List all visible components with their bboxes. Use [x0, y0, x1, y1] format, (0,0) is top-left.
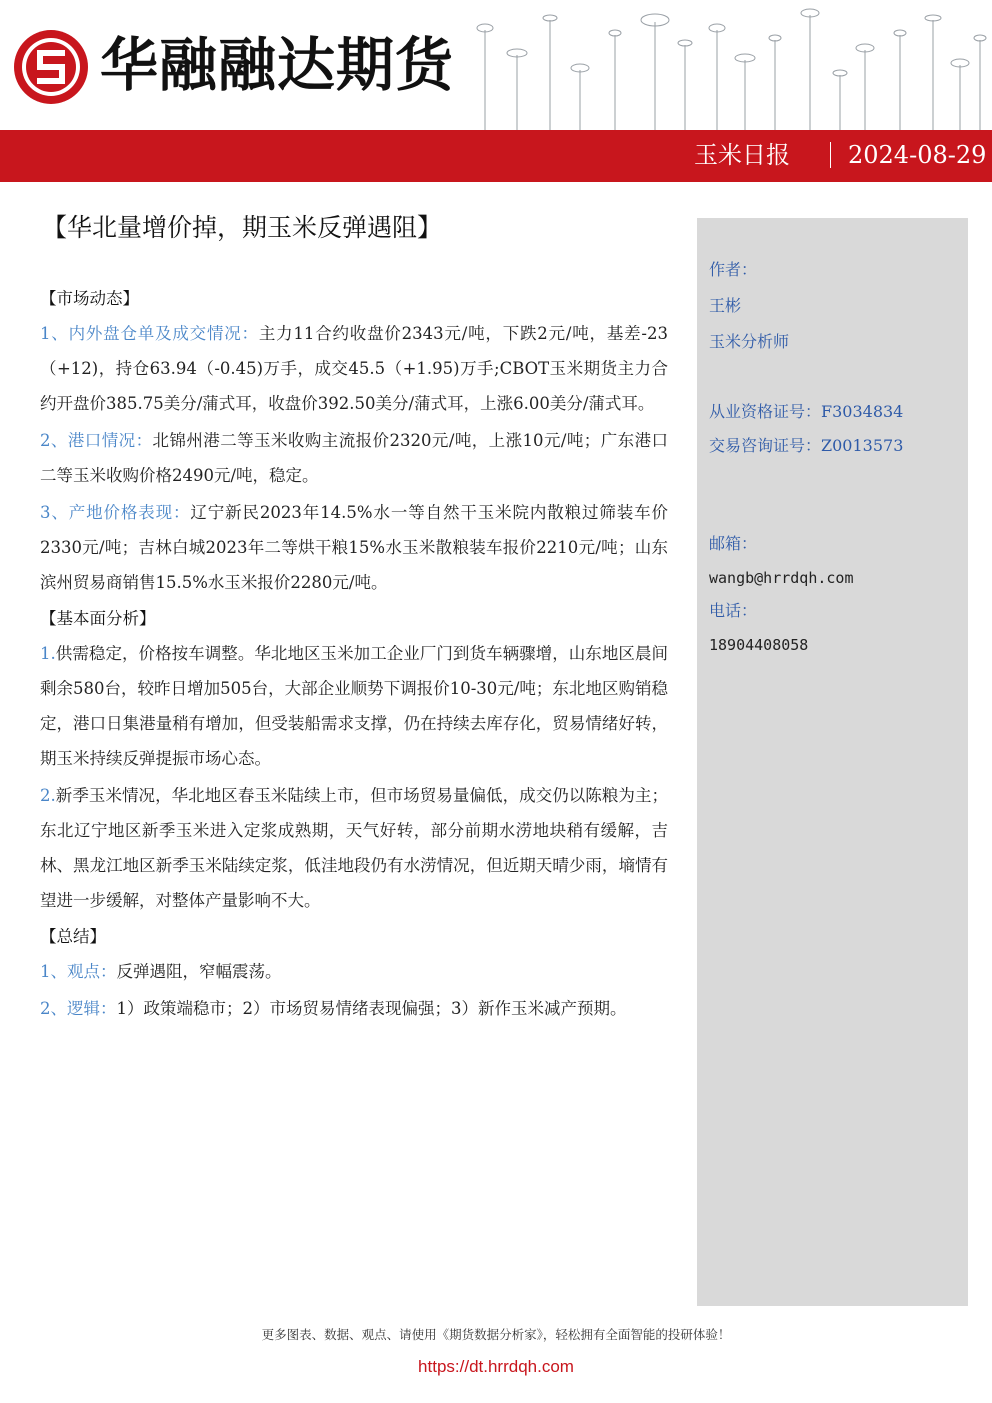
email-address[interactable]: wangb@hrrdqh.com	[709, 569, 854, 587]
market-item-2-label: 2、港口情况：	[40, 431, 153, 450]
footer-link[interactable]: https://dt.hrrdqh.com	[418, 1357, 574, 1376]
market-item-2	[40, 423, 668, 493]
phone-label: 电话：	[709, 601, 758, 620]
market-item-3	[40, 495, 668, 600]
fundamental-item-1-label: 1.	[40, 644, 56, 663]
decorative-balloons-graphic	[455, 0, 992, 130]
logo-icon	[12, 28, 90, 106]
summary-item-1-text: 反弹遇阻，窄幅震荡。	[116, 962, 282, 981]
phone-number: 18904408058	[709, 636, 809, 654]
main-content	[40, 282, 668, 1028]
report-title: 【华北量增价掉，期玉米反弹遇阻】	[42, 213, 443, 242]
summary-item-2-text: 1）政策端稳市；2）市场贸易情绪表现偏强；3）新作玉米减产预期。	[116, 999, 627, 1018]
fundamental-item-2-label: 2.	[40, 786, 56, 805]
summary-item-1-label: 1、观点：	[40, 962, 117, 981]
market-item-1-text: 主力11合约收盘价2343元/吨，下跌2元/吨，基差-23（+12)，持仓63.94（-0.45)万手，成交45.5（+1.95)万手;CBOT玉米期货主力合约开盘价385.75美分/蒲式耳，收盘价392.50美分/蒲式耳，上涨6.00美分/蒲式耳。	[40, 324, 668, 413]
summary-item-2	[40, 991, 668, 1026]
market-item-2-text: 北锦州港二等玉米收购主流报价2320元/吨，上涨10元/吨；广东港口二等玉米收购价格2490元/吨，稳定。	[40, 431, 669, 485]
market-item-3-text: 辽宁新民2023年14.5%水一等自然干玉米院内散粮过筛装车价2330元/吨；吉林白城2023年二等烘干粮15%水玉米散粮装车报价2210元/吨；山东滨州贸易商销售15.5%水玉米报价2280元/吨。	[40, 503, 668, 592]
summary-item-2-label: 2、逻辑：	[40, 999, 117, 1018]
fundamental-item-1-text: 供需稳定，价格按车调整。华北地区玉米加工企业厂门到货车辆骤增，山东地区晨间剩余580台，较昨日增加505台，大部企业顺势下调报价10-30元/吨；东北地区购销稳定，港口日集港量稍有增加，但受装船需求支撑，仍在持续去库存化，贸易情绪好转，期玉米持续反弹提振市场心态。	[40, 644, 668, 768]
report-date: 2024-08-29	[848, 141, 987, 169]
market-item-1	[40, 316, 668, 421]
fundamental-item-1	[40, 636, 668, 776]
section-heading-summary: 【总结】	[40, 927, 106, 946]
report-type: 玉米日报	[694, 141, 790, 169]
header	[0, 0, 992, 182]
qualification-number: 从业资格证号：F3034834	[709, 402, 904, 421]
author-label: 作者：	[709, 260, 758, 279]
market-item-1-label: 1、内外盘仓单及成交情况：	[40, 324, 259, 343]
header-separator	[830, 142, 831, 168]
author-title: 玉米分析师	[709, 332, 790, 351]
section-heading-fundamental: 【基本面分析】	[40, 609, 156, 628]
brand-name: 华融融达期货	[100, 31, 455, 99]
fundamental-item-2	[40, 778, 668, 918]
email-label: 邮箱：	[709, 534, 758, 553]
market-item-3-label: 3、产地价格表现：	[40, 503, 191, 522]
author-sidebar	[697, 218, 968, 1306]
header-red-bar	[0, 130, 992, 182]
footer-note: 更多图表、数据、观点、请使用《期货数据分析家》，轻松拥有全面智能的投研体验！	[261, 1327, 731, 1342]
consulting-number: 交易咨询证号：Z0013573	[709, 436, 904, 455]
summary-item-1	[40, 954, 668, 989]
fundamental-item-2-text: 新季玉米情况，华北地区春玉米陆续上市，但市场贸易量偏低，成交仍以陈粮为主；东北辽宁地区新季玉米进入定浆成熟期，天气好转，部分前期水涝地块稍有缓解，吉林、黑龙江地区新季玉米陆续定浆，低洼地段仍有水涝情况，但近期天晴少雨，墒情有望进一步缓解，对整体产量影响不大。	[40, 786, 668, 910]
author-name: 王彬	[709, 296, 742, 315]
section-heading-market: 【市场动态】	[40, 289, 139, 308]
